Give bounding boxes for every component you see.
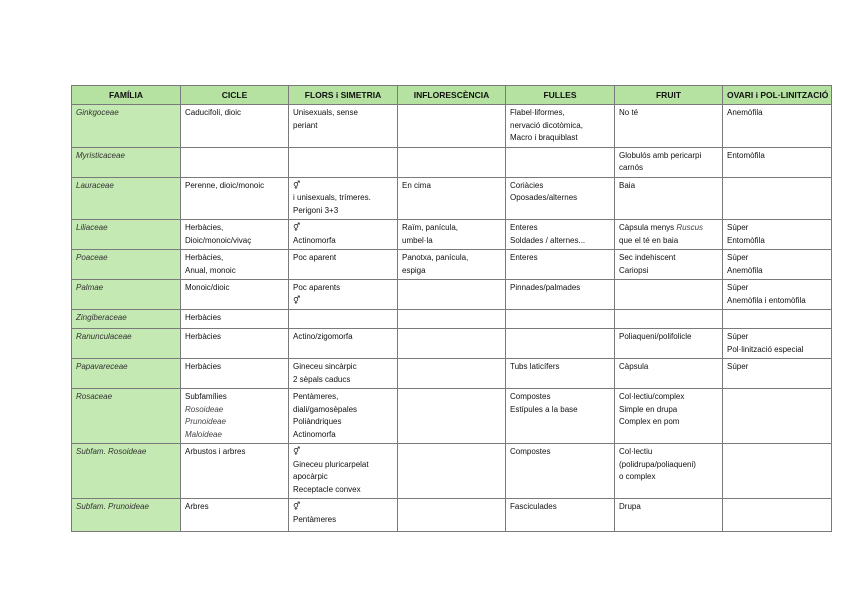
- cell-line: Enteres: [510, 253, 538, 262]
- cell-line: carnós: [619, 163, 644, 172]
- family-cell: Ranunculaceae: [72, 329, 181, 359]
- cell-line: Súper: [727, 362, 749, 371]
- fruit-cell: [615, 310, 723, 329]
- cell-line: Macro i braquiblast: [510, 133, 578, 142]
- cicle-cell: [181, 310, 289, 329]
- fruit-cell: [615, 329, 723, 359]
- cell-line: Actinomorfa: [293, 429, 336, 439]
- cell-line: Poliaqueni/polifolicle: [619, 332, 692, 341]
- inflorescencia-cell: [398, 444, 506, 499]
- cell-line: Cariopsi: [619, 265, 649, 275]
- cell-line: Gineceu sincàrpic: [293, 362, 357, 371]
- inflorescencia-cell: [398, 389, 506, 444]
- cell-line: Perigoni 3+3: [293, 205, 339, 215]
- ovari-pollinitzacio-cell: [723, 147, 832, 177]
- ovari-pollinitzacio-cell: [723, 444, 832, 499]
- cell-line: 2 sèpals caducs: [293, 374, 351, 384]
- family-cell: Subfam. Rosoideae: [72, 444, 181, 499]
- family-cell: Subfam. Prunoideae: [72, 499, 181, 532]
- cicle-cell: [181, 280, 289, 310]
- cell-line: Caducifoli, dioic: [185, 108, 242, 117]
- cell-line: Anemòfila i entomòfila: [727, 295, 806, 305]
- cell-line: Pol·linització especial: [727, 344, 804, 354]
- family-cell: Lauraceae: [72, 177, 181, 220]
- cell-line: Panotxa, panícula,: [402, 253, 469, 262]
- cell-line: Herbàcies: [185, 332, 222, 341]
- inflorescencia-cell: [398, 105, 506, 148]
- cell-line: ⚥: [293, 180, 301, 190]
- cell-line: Arbres: [185, 502, 209, 511]
- fulles-cell: [506, 105, 615, 148]
- fruit-cell: [615, 147, 723, 177]
- cell-line: Compostes: [510, 447, 551, 456]
- cell-line: Globulós amb pericarpi: [619, 150, 702, 160]
- cell-line: Anemòfila: [727, 108, 763, 117]
- inflorescencia-cell: [398, 177, 506, 220]
- table-row: [72, 359, 832, 389]
- fulles-cell: [506, 147, 615, 177]
- cell-line: o complex: [619, 472, 656, 481]
- cell-line: Perenne, dioic/monoic: [185, 180, 265, 190]
- table-row: [72, 499, 832, 532]
- table-row: [72, 147, 832, 177]
- fulles-cell: [506, 310, 615, 329]
- cell-line: diali/gamosèpales: [293, 404, 358, 414]
- fruit-cell: [615, 250, 723, 280]
- cell-line: apocàrpic: [293, 472, 328, 481]
- cicle-cell: [181, 329, 289, 359]
- cell-line: Poliàndriques: [293, 417, 342, 426]
- table-row: [72, 310, 832, 329]
- cicle-cell: [181, 177, 289, 220]
- ovari-pollinitzacio-cell: [723, 220, 832, 250]
- header-familia: FAMÍLIA: [72, 86, 181, 105]
- cell-line: Súper: [727, 253, 749, 262]
- cell-line: ⚥: [293, 447, 301, 456]
- cell-line: Súper: [727, 283, 749, 292]
- family-cell: Rosaceae: [72, 389, 181, 444]
- flors-simetria-cell: [289, 147, 398, 177]
- cell-line: Raïm, panícula,: [402, 223, 459, 232]
- cell-line: Poc aparents: [293, 283, 341, 292]
- cell-line: ⚥: [293, 223, 301, 232]
- table-row: [72, 220, 832, 250]
- cell-line: Actino/zigomorfa: [293, 332, 353, 341]
- flors-simetria-cell: [289, 444, 398, 499]
- cell-line: Drupa: [619, 502, 641, 511]
- fulles-cell: [506, 280, 615, 310]
- flors-simetria-cell: [289, 310, 398, 329]
- cell-line: Prunoideae: [185, 417, 226, 426]
- ovari-pollinitzacio-cell: [723, 499, 832, 532]
- cell-line: umbel·la: [402, 235, 433, 245]
- flors-simetria-cell: [289, 280, 398, 310]
- cicle-cell: [181, 389, 289, 444]
- header-ovari-pollinitzacio: OVARI i POL·LINITZACIÓ: [723, 86, 832, 105]
- cell-line: En cima: [402, 180, 431, 190]
- cell-line: Anual, monoic: [185, 265, 236, 275]
- header-fulles: FULLES: [506, 86, 615, 105]
- inflorescencia-cell: [398, 329, 506, 359]
- table-row: [72, 177, 832, 220]
- ovari-pollinitzacio-cell: [723, 105, 832, 148]
- cell-line: Receptacle convex: [293, 484, 361, 494]
- table-row: [72, 444, 832, 499]
- inflorescencia-cell: [398, 499, 506, 532]
- ovari-pollinitzacio-cell: [723, 359, 832, 389]
- inflorescencia-cell: [398, 280, 506, 310]
- plant-families-table: [71, 85, 832, 532]
- cell-line: Herbàcies,: [185, 253, 224, 262]
- ovari-pollinitzacio-cell: [723, 329, 832, 359]
- cell-line: Soldades / alternes...: [510, 235, 586, 245]
- cell-line: Oposades/alternes: [510, 193, 578, 202]
- flors-simetria-cell: [289, 105, 398, 148]
- cell-line: Entomòfila: [727, 150, 765, 160]
- fulles-cell: [506, 359, 615, 389]
- family-cell: Ginkgoceae: [72, 105, 181, 148]
- cell-line: Herbàcies: [185, 313, 222, 322]
- header-row: [72, 86, 832, 105]
- cell-line: Unisexuals, sense: [293, 108, 358, 117]
- fruit-cell: [615, 444, 723, 499]
- cicle-cell: [181, 105, 289, 148]
- cell-line: Monoic/dioic: [185, 283, 230, 292]
- cell-line: Poc aparent: [293, 253, 337, 262]
- cell-line: Subfamílies: [185, 392, 227, 401]
- flors-simetria-cell: [289, 499, 398, 532]
- cell-line: Sec indehiscent: [619, 253, 676, 262]
- cell-line: Dioic/monoic/vivaç: [185, 235, 252, 245]
- cell-line: periant: [293, 120, 318, 130]
- table-row: [72, 280, 832, 310]
- family-cell: Palmae: [72, 280, 181, 310]
- cell-line: No té: [619, 108, 639, 117]
- fulles-cell: [506, 444, 615, 499]
- cell-line: nervació dicotòmica,: [510, 120, 583, 130]
- fulles-cell: [506, 329, 615, 359]
- cell-line: Actinomorfa: [293, 235, 336, 245]
- inflorescencia-cell: [398, 359, 506, 389]
- cell-line: Coriàcies: [510, 180, 544, 190]
- cell-line: Anemòfila: [727, 265, 763, 275]
- cell-line: Herbàcies,: [185, 223, 224, 232]
- fruit-cell: [615, 220, 723, 250]
- cell-line: Estípules a la base: [510, 404, 578, 414]
- family-cell: Papavareceae: [72, 359, 181, 389]
- cell-line: Pentàmeres: [293, 514, 337, 524]
- cicle-cell: [181, 359, 289, 389]
- ovari-pollinitzacio-cell: [723, 389, 832, 444]
- cell-line: Arbustos i arbres: [185, 447, 246, 456]
- family-cell: Liliaceae: [72, 220, 181, 250]
- cicle-cell: [181, 250, 289, 280]
- cell-line: Fasciculades: [510, 502, 557, 511]
- cell-line: ⚥: [293, 502, 301, 511]
- cicle-cell: [181, 220, 289, 250]
- fulles-cell: [506, 389, 615, 444]
- cell-line: Súper: [727, 332, 749, 341]
- flors-simetria-cell: [289, 329, 398, 359]
- cell-line: Pinnades/palmades: [510, 283, 581, 292]
- flors-simetria-cell: [289, 389, 398, 444]
- table-row: [72, 389, 832, 444]
- inflorescencia-cell: [398, 250, 506, 280]
- header-inflorescencia: INFLORESCÈNCIA: [398, 86, 506, 105]
- header-fruit: FRUIT: [615, 86, 723, 105]
- cell-line: Simple en drupa: [619, 404, 678, 414]
- cell-line: Entomòfila: [727, 235, 765, 245]
- table-row: [72, 105, 832, 148]
- cell-line: Herbàcies: [185, 362, 222, 371]
- cell-line: ⚥: [293, 295, 301, 305]
- inflorescencia-cell: [398, 310, 506, 329]
- fruit-cell: [615, 177, 723, 220]
- cell-line: Súper: [727, 223, 749, 232]
- fruit-cell: [615, 359, 723, 389]
- ovari-pollinitzacio-cell: [723, 310, 832, 329]
- fulles-cell: [506, 499, 615, 532]
- fulles-cell: [506, 177, 615, 220]
- cell-line: i unisexuals, trímeres.: [293, 193, 371, 202]
- cicle-cell: [181, 444, 289, 499]
- fruit-cell: [615, 280, 723, 310]
- cell-line: Rosoideae: [185, 404, 224, 414]
- table-row: [72, 250, 832, 280]
- table-row: [72, 329, 832, 359]
- flors-simetria-cell: [289, 250, 398, 280]
- fulles-cell: [506, 250, 615, 280]
- cell-line: que el té en baia: [619, 235, 679, 245]
- cicle-cell: [181, 499, 289, 532]
- cicle-cell: [181, 147, 289, 177]
- family-cell: Zingiberaceae: [72, 310, 181, 329]
- cell-line: Col·lectiu/complex: [619, 392, 685, 401]
- fulles-cell: [506, 220, 615, 250]
- cell-line: Càpsula menys Ruscus: [619, 223, 704, 232]
- cell-line: (polidrupa/poliaqueni): [619, 459, 696, 469]
- fruit-cell: [615, 499, 723, 532]
- inflorescencia-cell: [398, 220, 506, 250]
- header-flors-simetria: FLORS i SIMETRIA: [289, 86, 398, 105]
- fruit-cell: [615, 389, 723, 444]
- cell-line: Maloideae: [185, 429, 222, 439]
- flors-simetria-cell: [289, 220, 398, 250]
- cell-line: Compostes: [510, 392, 551, 401]
- header-cicle: CICLE: [181, 86, 289, 105]
- inflorescencia-cell: [398, 147, 506, 177]
- ovari-pollinitzacio-cell: [723, 177, 832, 220]
- family-cell: Poaceae: [72, 250, 181, 280]
- flors-simetria-cell: [289, 359, 398, 389]
- cell-line: Baia: [619, 180, 636, 190]
- cell-line: Pentàmeres,: [293, 392, 339, 401]
- cell-line: espiga: [402, 265, 426, 275]
- family-cell: Myristicaceae: [72, 147, 181, 177]
- ovari-pollinitzacio-cell: [723, 280, 832, 310]
- cell-line: Complex en pom: [619, 417, 680, 426]
- cell-line: Càpsula: [619, 362, 649, 371]
- flors-simetria-cell: [289, 177, 398, 220]
- cell-line: Enteres: [510, 223, 538, 232]
- fruit-cell: [615, 105, 723, 148]
- ovari-pollinitzacio-cell: [723, 250, 832, 280]
- cell-line: Flabel·liformes,: [510, 108, 565, 117]
- cell-line: Col·lectiu: [619, 447, 653, 456]
- cell-line: Tubs laticífers: [510, 362, 560, 371]
- cell-line: Gineceu pluricarpelat: [293, 459, 369, 469]
